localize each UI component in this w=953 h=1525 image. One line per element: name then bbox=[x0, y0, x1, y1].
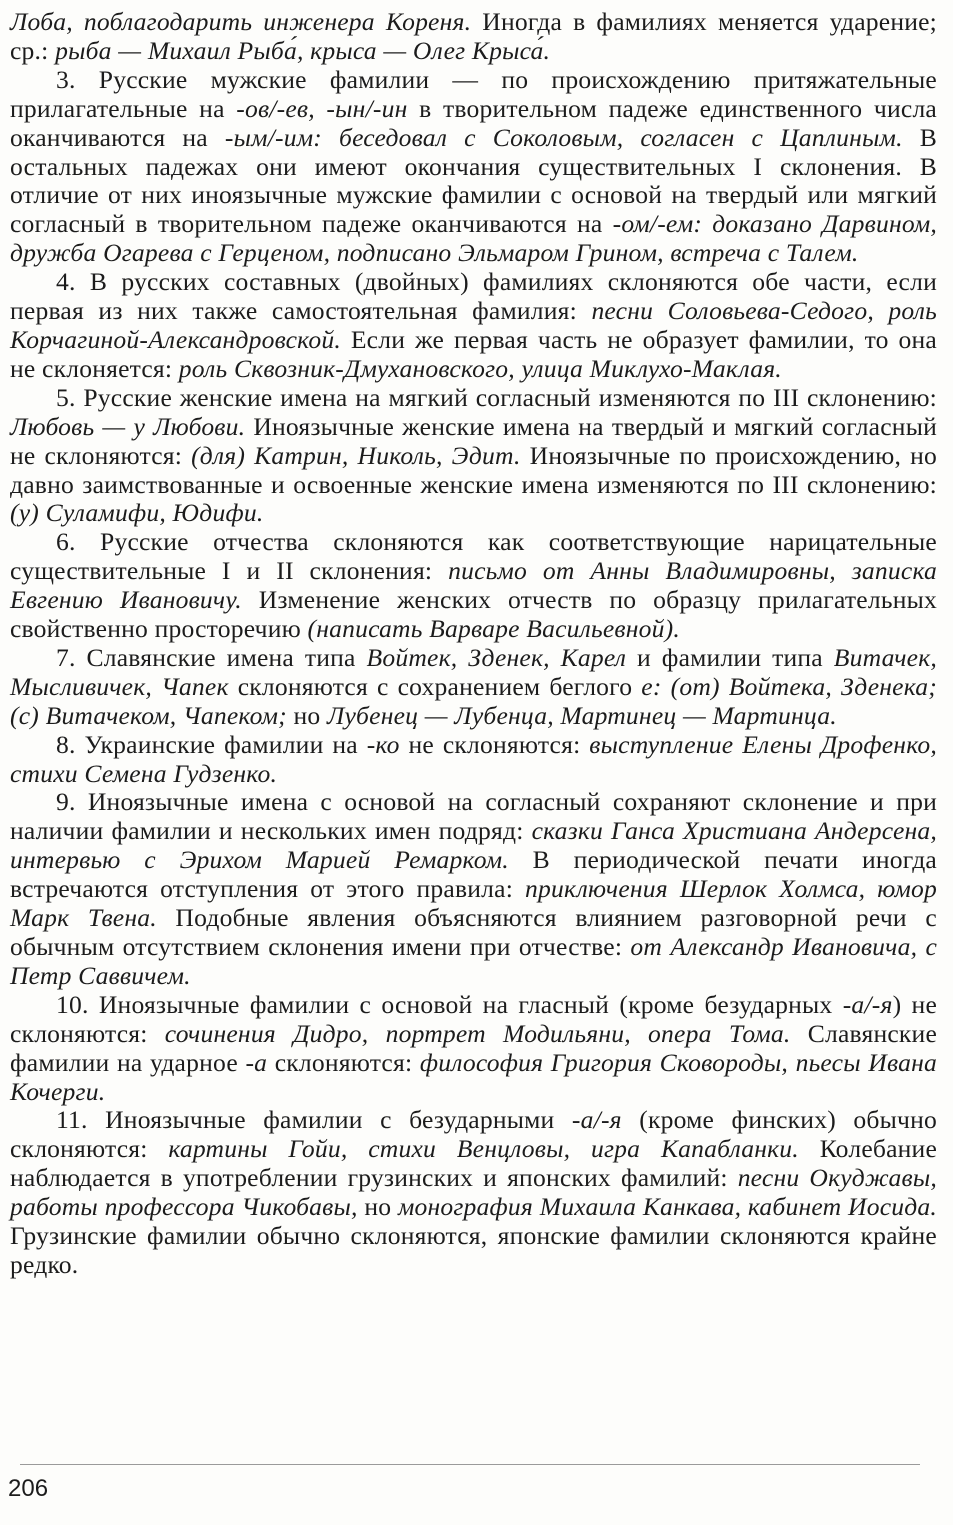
paragraph: 7. Славянские имена типа Войтек, Зденек, Карел и фамилии типа Витачек, Мысливичек, Чапек склоняются с сохранением беглого е: (от) Войтека, Зденека; (с) Витачеком, Чапеком; но Лубенец — Лубенца, Мартинец — Мартинца. bbox=[10, 642, 937, 730]
paragraph: 11. Иноязычные фамилии с безударными -а/-я (кроме финских) обычно склоняются: картины Гойи, стихи Венцловы, игра Капабланки. Колебание наблюдается в употреблении грузинских и японских фамилий: песни Окуджавы, работы профессора Чикобавы, но монография Михаила Канкава, кабинет Иосида. Грузинские фамилии обычно склоняются, японские фамилии склоняются крайне редко. bbox=[10, 1105, 938, 1279]
paragraph: Лоба, поблагодарить инженера Кореня. Иногда в фамилиях меняется ударение; ср.: рыба — Михаил Рыба́, крыса — Олег Крыса́. bbox=[10, 7, 937, 65]
page-text bbox=[10, 8, 937, 1280]
paragraph: 10. Иноязычные фамилии с основой на гласный (кроме безударных -а/-я) не склоняются: сочинения Дидро, портрет Модильяни, опера Тома. Славянские фамилии на ударное -а склоняются: философия Григория Сковороды, пьесы Ивана Кочерги. bbox=[10, 989, 938, 1106]
paragraph: 8. Украинские фамилии на -ко не склоняются: выступление Елены Дрофенко, стихи Семена Гудзенко. bbox=[10, 729, 937, 788]
paragraph: 6. Русские отчества склоняются как соответствующие нарицательные существительные I и II склонения: письмо от Анны Владимировны, записка Евгению Ивановичу. Изменение женских отчеств по образцу прилагательных свойственно просторечию (написать Варваре Васильевной). bbox=[10, 527, 937, 644]
page-number: 206 bbox=[8, 1475, 49, 1502]
bottom-rule bbox=[20, 1464, 920, 1465]
paragraph: 4. В русских составных (двойных) фамилиях склоняются обе части, если первая из них также самостоятельная фамилия: песни Соловьева-Седого, роль Корчагиной-Александровской. Если же первая часть не образует фамилии, то она не склоняется: роль Сквозник-Дмухановского, улица Миклухо-Маклая. bbox=[10, 267, 937, 383]
paragraph: 5. Русские женские имена на мягкий согласный изменяются по III склонению: Любовь — у Любови. Иноязычные женские имена на твердый и мягкий согласный не склоняются: (для) Катрин, Николь, Эдит. Иноязычные по происхождению, но давно заимствованные и освоенные женские имена изменяются по III склонению: (у) Суламифи, Юдифи. bbox=[10, 382, 937, 528]
paragraph: 3. Русские мужские фамилии — по происхождению притяжательные прилагательные на -ов/-ев, -ын/-ин в творительном падеже единственного числа оканчиваются на -ым/-им: беседовал с Соколовым, согласен с Цаплиным. В остальных падежах они имеют окончания существительных I склонения. В отличие от них иноязычные мужские фамилии с основой на твердый или мягкий согласный в творительном падеже оканчиваются на -ом/-ем: доказано Дарвином, дружба Огарева с Герценом, подписано Эльмаром Грином, встреча с Талем. bbox=[10, 64, 938, 268]
paragraph: 9. Иноязычные имена с основой на согласный сохраняют склонение и при наличии фамилии и нескольких имен подряд: сказки Ганса Христиана Андерсена, интервью с Эрихом Марией Ремарком. В периодической печати иногда встречаются отступления от этого правила: приключения Шерлок Холмса, юмор Марк Твена. Подобные явления объясняются влиянием разговорной речи с обычным отсутствием склонения имени при отчестве: от Александр Ивановича, с Петр Саввичем. bbox=[10, 787, 938, 990]
